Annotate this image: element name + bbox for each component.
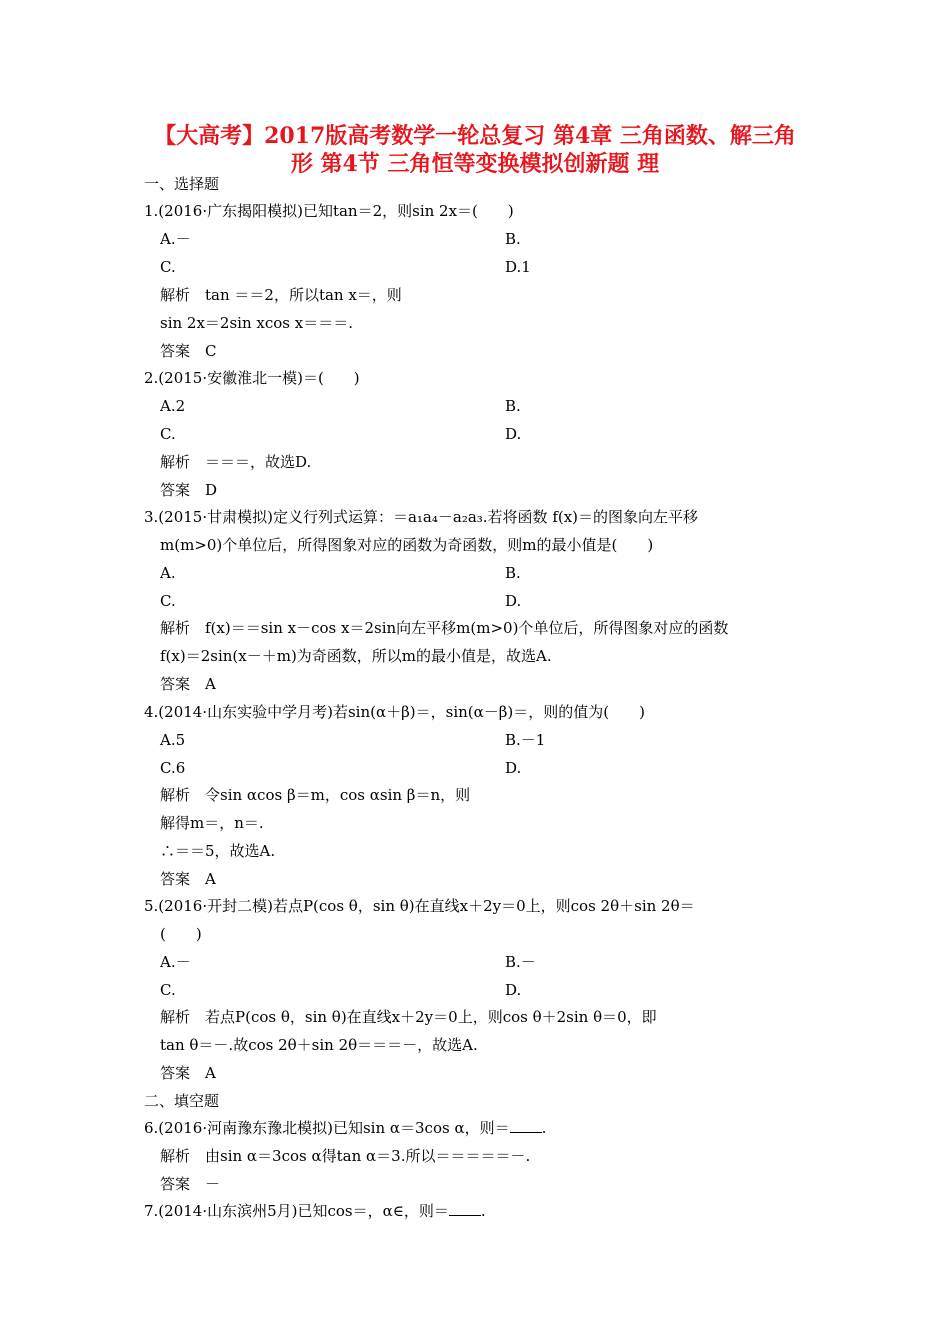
question-4-option-c: C.6 xyxy=(160,759,186,777)
question-5-option-c: C. xyxy=(160,981,176,999)
question-5-option-d: D. xyxy=(505,981,522,999)
question-1-analysis-line-1: 解析 tan ＝＝2，所以tan x＝，则 xyxy=(160,286,402,304)
question-4-option-b: B.－1 xyxy=(505,731,546,749)
question-5-stem-line-2: ( ) xyxy=(160,925,202,943)
question-6-stem xyxy=(144,1118,546,1138)
question-4-answer: 答案 A xyxy=(160,870,216,888)
question-7-stem-text: 7.(2014·山东滨州5月)已知cos＝，α∈，则＝ xyxy=(144,1202,449,1220)
question-4-analysis-line-1: 解析 令sin αcos β＝m，cos αsin β＝n，则 xyxy=(160,786,471,804)
question-2-option-d: D. xyxy=(505,425,522,443)
document-title-line-1: 【大高考】2017版高考数学一轮总复习 第4章 三角函数、解三角 xyxy=(154,123,796,149)
question-1-stem: 1.(2016·广东揭阳模拟)已知tan＝2，则sin 2x＝( ) xyxy=(144,202,514,220)
question-2-option-a: A.2 xyxy=(160,397,186,415)
question-3-option-c: C. xyxy=(160,592,176,610)
question-1-option-a: A.－ xyxy=(160,230,191,248)
question-1-answer: 答案 C xyxy=(160,342,217,360)
question-6-stem-end: . xyxy=(541,1119,547,1137)
question-6-stem-text: 6.(2016·河南豫东豫北模拟)已知sin α＝3cos α，则＝ xyxy=(144,1119,510,1137)
question-3-analysis-line-2: f(x)＝2sin(x－＋m)为奇函数，所以m的最小值是，故选A. xyxy=(160,647,552,665)
question-6-answer: 答案 － xyxy=(160,1175,221,1193)
question-3-answer: 答案 A xyxy=(160,675,216,693)
section-heading-fill-in: 二、填空题 xyxy=(144,1092,220,1110)
question-3-option-a: A. xyxy=(160,564,176,582)
question-2-option-b: B. xyxy=(505,397,521,415)
question-5-stem-line-1: 5.(2016·开封二模)若点P(cos θ，sin θ)在直线x＋2y＝0上，则cos 2θ＋sin 2θ＝ xyxy=(144,897,695,915)
question-4-analysis-line-3: ∴＝＝5，故选A. xyxy=(160,842,276,860)
question-1-option-c: C. xyxy=(160,258,176,276)
question-3-analysis-line-1: 解析 f(x)＝＝sin x－cos x＝2sin向左平移m(m>0)个单位后，所得图象对应的函数 xyxy=(160,619,729,637)
question-2-stem: 2.(2015·安徽淮北一模)＝( ) xyxy=(144,369,360,387)
question-7-answer-blank xyxy=(449,1201,481,1216)
question-1-analysis-line-2: sin 2x＝2sin xcos x＝＝＝. xyxy=(160,314,353,332)
question-2-analysis: 解析 ＝＝＝，故选D. xyxy=(160,453,312,471)
document-title-line-2: 形 第4节 三角恒等变换模拟创新题 理 xyxy=(290,151,660,177)
question-6-analysis: 解析 由sin α＝3cos α得tan α＝3.所以＝＝＝＝＝－. xyxy=(160,1147,531,1165)
question-3-stem-line-1: 3.(2015·甘肃模拟)定义行列式运算：＝a₁a₄－a₂a₃.若将函数 f(x)＝的图象向左平移 xyxy=(144,508,699,526)
question-2-option-c: C. xyxy=(160,425,176,443)
question-2-answer: 答案 D xyxy=(160,481,218,499)
question-5-answer: 答案 A xyxy=(160,1064,216,1082)
question-7-stem-end: . xyxy=(480,1202,486,1220)
question-5-option-b: B.－ xyxy=(505,953,536,971)
question-7-stem xyxy=(144,1201,486,1221)
question-5-analysis-line-1: 解析 若点P(cos θ，sin θ)在直线x＋2y＝0上，则cos θ＋2sin θ＝0，即 xyxy=(160,1008,657,1026)
question-5-option-a: A.－ xyxy=(160,953,191,971)
question-4-option-a: A.5 xyxy=(160,731,186,749)
question-4-stem: 4.(2014·山东实验中学月考)若sin(α＋β)＝，sin(α－β)＝，则的值为( ) xyxy=(144,703,645,721)
question-3-option-d: D. xyxy=(505,592,522,610)
question-3-stem-line-2: m(m>0)个单位后，所得图象对应的函数为奇函数，则m的最小值是( ) xyxy=(160,536,654,554)
question-4-option-d: D. xyxy=(505,759,522,777)
section-heading-choice: 一、选择题 xyxy=(144,175,220,193)
question-5-analysis-line-2: tan θ＝－.故cos 2θ＋sin 2θ＝＝＝－，故选A. xyxy=(160,1036,478,1054)
question-1-option-d: D.1 xyxy=(505,258,531,276)
question-4-analysis-line-2: 解得m＝，n＝. xyxy=(160,814,264,832)
question-1-option-b: B. xyxy=(505,230,521,248)
question-3-option-b: B. xyxy=(505,564,521,582)
question-6-answer-blank xyxy=(510,1118,542,1133)
